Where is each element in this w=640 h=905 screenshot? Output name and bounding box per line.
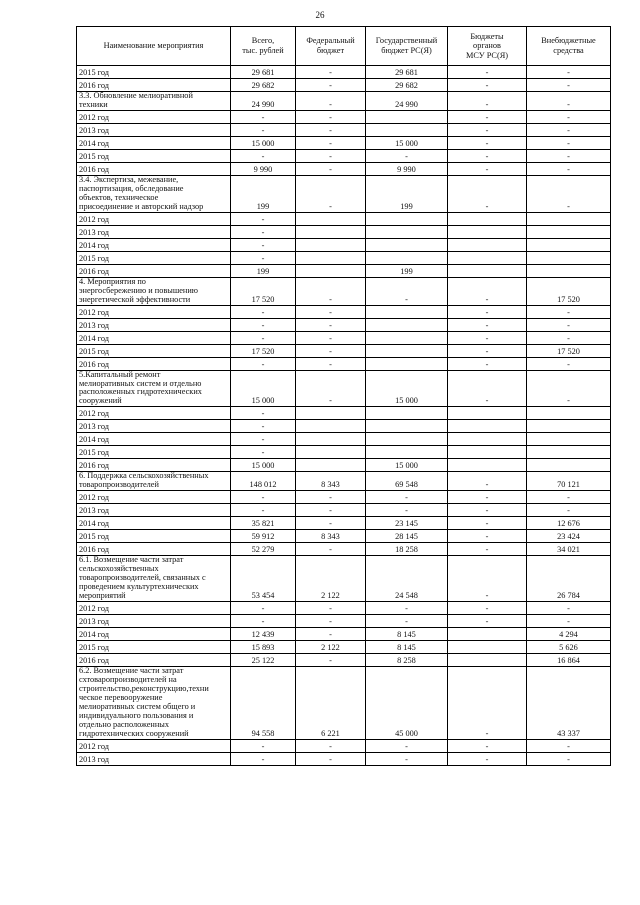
cell-state — [366, 433, 448, 446]
cell-name: 2012 год — [77, 212, 231, 225]
table-row — [77, 739, 611, 752]
cell-federal: - — [296, 305, 366, 318]
cell-name: 2013 год — [77, 420, 231, 433]
cell-extrabudget: 34 021 — [527, 543, 611, 556]
cell-federal: 8 343 — [296, 472, 366, 491]
cell-total: 15 000 — [231, 370, 296, 407]
cell-name: 2013 год — [77, 752, 231, 765]
cell-state: - — [366, 615, 448, 628]
cell-municipal: - — [448, 149, 527, 162]
cell-name: 6. Поддержка сельскохозяйственных товаропроизводителей — [77, 472, 231, 491]
cell-federal: - — [296, 66, 366, 79]
cell-municipal: - — [448, 66, 527, 79]
cell-state: 199 — [366, 264, 448, 277]
cell-extrabudget: - — [527, 79, 611, 92]
cell-municipal — [448, 628, 527, 641]
cell-total: 17 520 — [231, 344, 296, 357]
cell-total: - — [231, 305, 296, 318]
cell-total: 53 454 — [231, 556, 296, 602]
cell-state — [366, 331, 448, 344]
cell-name: 6.1. Возмещение части затрат сельскохозяйственных товаропроизводителей, связанных с проведением культуртехнических мероприятий — [77, 556, 231, 602]
table-row — [77, 251, 611, 264]
table-row — [77, 277, 611, 305]
cell-federal — [296, 225, 366, 238]
cell-municipal — [448, 251, 527, 264]
header-row — [77, 27, 611, 66]
cell-extrabudget — [527, 446, 611, 459]
cell-name: 2013 год — [77, 225, 231, 238]
cell-municipal: - — [448, 504, 527, 517]
cell-name: 2015 год — [77, 641, 231, 654]
cell-name: 3.3. Обновление мелиоративной техники — [77, 92, 231, 111]
header-municipal: Бюджеты органов МСУ РС(Я) — [448, 27, 527, 66]
table-row — [77, 357, 611, 370]
table-row — [77, 370, 611, 407]
table-row — [77, 420, 611, 433]
cell-extrabudget — [527, 264, 611, 277]
page-number: 26 — [315, 10, 325, 20]
cell-name: 2015 год — [77, 530, 231, 543]
cell-federal — [296, 433, 366, 446]
cell-extrabudget: - — [527, 370, 611, 407]
cell-federal: - — [296, 149, 366, 162]
cell-total: - — [231, 331, 296, 344]
cell-municipal — [448, 238, 527, 251]
cell-federal: - — [296, 79, 366, 92]
cell-municipal: - — [448, 123, 527, 136]
cell-total: 24 990 — [231, 92, 296, 111]
cell-state: 15 000 — [366, 370, 448, 407]
cell-state: - — [366, 739, 448, 752]
table-row — [77, 162, 611, 175]
cell-state — [366, 344, 448, 357]
cell-name: 2014 год — [77, 517, 231, 530]
cell-federal — [296, 459, 366, 472]
cell-name: 2013 год — [77, 318, 231, 331]
cell-total: - — [231, 504, 296, 517]
cell-state — [366, 357, 448, 370]
table-row — [77, 543, 611, 556]
cell-municipal: - — [448, 370, 527, 407]
cell-total: - — [231, 251, 296, 264]
cell-municipal — [448, 654, 527, 667]
table-row — [77, 407, 611, 420]
table-row — [77, 615, 611, 628]
cell-name: 2016 год — [77, 459, 231, 472]
cell-federal — [296, 238, 366, 251]
cell-federal: - — [296, 628, 366, 641]
table-row — [77, 602, 611, 615]
table-row — [77, 264, 611, 277]
cell-extrabudget — [527, 238, 611, 251]
table-row — [77, 66, 611, 79]
cell-total: - — [231, 602, 296, 615]
cell-total: - — [231, 739, 296, 752]
cell-total: - — [231, 212, 296, 225]
cell-total: 148 012 — [231, 472, 296, 491]
cell-municipal: - — [448, 318, 527, 331]
cell-state — [366, 212, 448, 225]
table-row — [77, 491, 611, 504]
cell-name: 2013 год — [77, 504, 231, 517]
table-row — [77, 472, 611, 491]
cell-name: 2016 год — [77, 79, 231, 92]
cell-extrabudget: - — [527, 357, 611, 370]
cell-state: 24 548 — [366, 556, 448, 602]
cell-municipal: - — [448, 92, 527, 111]
cell-municipal: - — [448, 472, 527, 491]
cell-municipal: - — [448, 517, 527, 530]
cell-municipal: - — [448, 357, 527, 370]
table-row — [77, 212, 611, 225]
cell-municipal: - — [448, 162, 527, 175]
cell-extrabudget: - — [527, 752, 611, 765]
cell-federal: - — [296, 517, 366, 530]
cell-municipal — [448, 420, 527, 433]
cell-extrabudget: 17 520 — [527, 277, 611, 305]
cell-name: 2012 год — [77, 110, 231, 123]
cell-federal: - — [296, 331, 366, 344]
cell-municipal: - — [448, 344, 527, 357]
cell-state — [366, 238, 448, 251]
cell-total: - — [231, 110, 296, 123]
cell-extrabudget: - — [527, 504, 611, 517]
cell-municipal — [448, 407, 527, 420]
table-row — [77, 344, 611, 357]
cell-federal: - — [296, 491, 366, 504]
cell-municipal — [448, 641, 527, 654]
cell-state: 18 258 — [366, 543, 448, 556]
cell-extrabudget: - — [527, 136, 611, 149]
cell-extrabudget: - — [527, 162, 611, 175]
cell-federal: - — [296, 175, 366, 212]
cell-municipal — [448, 264, 527, 277]
cell-extrabudget: - — [527, 491, 611, 504]
cell-name: 2013 год — [77, 615, 231, 628]
cell-name: 2012 год — [77, 739, 231, 752]
cell-municipal: - — [448, 277, 527, 305]
cell-extrabudget: 17 520 — [527, 344, 611, 357]
table-row — [77, 433, 611, 446]
cell-federal: - — [296, 318, 366, 331]
cell-federal: - — [296, 543, 366, 556]
budget-table — [76, 26, 611, 766]
cell-federal — [296, 264, 366, 277]
cell-federal: - — [296, 370, 366, 407]
cell-name: 2012 год — [77, 602, 231, 615]
cell-name: 2015 год — [77, 446, 231, 459]
cell-total: 25 122 — [231, 654, 296, 667]
cell-municipal — [448, 433, 527, 446]
cell-state: 15 000 — [366, 136, 448, 149]
cell-name: 2016 год — [77, 654, 231, 667]
cell-state — [366, 110, 448, 123]
cell-total: - — [231, 149, 296, 162]
cell-extrabudget — [527, 251, 611, 264]
cell-state: - — [366, 491, 448, 504]
cell-extrabudget: - — [527, 318, 611, 331]
cell-state: 29 682 — [366, 79, 448, 92]
cell-municipal — [448, 225, 527, 238]
cell-extrabudget: 5 626 — [527, 641, 611, 654]
cell-state: - — [366, 752, 448, 765]
cell-total: - — [231, 318, 296, 331]
cell-state — [366, 420, 448, 433]
cell-federal: - — [296, 136, 366, 149]
cell-federal — [296, 212, 366, 225]
cell-state — [366, 123, 448, 136]
cell-total: 52 279 — [231, 543, 296, 556]
cell-total: 15 893 — [231, 641, 296, 654]
cell-municipal: - — [448, 602, 527, 615]
table-row — [77, 305, 611, 318]
cell-total: 29 681 — [231, 66, 296, 79]
cell-state — [366, 407, 448, 420]
table-row — [77, 654, 611, 667]
cell-state: 8 145 — [366, 641, 448, 654]
cell-extrabudget: - — [527, 123, 611, 136]
cell-federal — [296, 407, 366, 420]
cell-extrabudget: - — [527, 305, 611, 318]
cell-state: 8 145 — [366, 628, 448, 641]
cell-name: 4. Мероприятия по энергосбережению и повышению энергетической эффективности — [77, 277, 231, 305]
table-row — [77, 92, 611, 111]
cell-total: - — [231, 420, 296, 433]
cell-state: 9 990 — [366, 162, 448, 175]
cell-extrabudget: - — [527, 149, 611, 162]
cell-total: - — [231, 238, 296, 251]
cell-state: - — [366, 504, 448, 517]
cell-federal — [296, 446, 366, 459]
cell-federal: - — [296, 277, 366, 305]
cell-name: 2015 год — [77, 344, 231, 357]
table-row — [77, 459, 611, 472]
cell-total: 9 990 — [231, 162, 296, 175]
cell-state: - — [366, 277, 448, 305]
cell-state — [366, 305, 448, 318]
cell-extrabudget: 12 676 — [527, 517, 611, 530]
cell-federal: - — [296, 615, 366, 628]
cell-federal: - — [296, 654, 366, 667]
table-row — [77, 318, 611, 331]
cell-total: 199 — [231, 264, 296, 277]
header-total: Всего, тыс. рублей — [231, 27, 296, 66]
cell-name: 2016 год — [77, 543, 231, 556]
cell-municipal: - — [448, 667, 527, 740]
cell-extrabudget: - — [527, 110, 611, 123]
cell-federal — [296, 420, 366, 433]
cell-state: 23 145 — [366, 517, 448, 530]
table-header — [77, 27, 611, 66]
cell-name: 2016 год — [77, 357, 231, 370]
table-row — [77, 149, 611, 162]
cell-extrabudget: - — [527, 66, 611, 79]
table-row — [77, 331, 611, 344]
cell-extrabudget: 4 294 — [527, 628, 611, 641]
cell-extrabudget: - — [527, 739, 611, 752]
table-body — [77, 66, 611, 766]
cell-state: 69 548 — [366, 472, 448, 491]
cell-extrabudget: 26 784 — [527, 556, 611, 602]
cell-municipal: - — [448, 110, 527, 123]
cell-state: 24 990 — [366, 92, 448, 111]
cell-total: - — [231, 446, 296, 459]
cell-extrabudget — [527, 225, 611, 238]
table-row — [77, 641, 611, 654]
cell-municipal: - — [448, 79, 527, 92]
cell-name: 2012 год — [77, 305, 231, 318]
cell-total: 29 682 — [231, 79, 296, 92]
cell-federal: - — [296, 357, 366, 370]
table-row — [77, 225, 611, 238]
cell-state: 199 — [366, 175, 448, 212]
cell-state — [366, 251, 448, 264]
cell-extrabudget — [527, 433, 611, 446]
table-row — [77, 628, 611, 641]
table-row — [77, 517, 611, 530]
cell-municipal: - — [448, 530, 527, 543]
table-row — [77, 110, 611, 123]
cell-name: 2012 год — [77, 407, 231, 420]
cell-extrabudget: - — [527, 175, 611, 212]
cell-name: 2013 год — [77, 123, 231, 136]
cell-state: 15 000 — [366, 459, 448, 472]
cell-name: 2014 год — [77, 136, 231, 149]
cell-extrabudget — [527, 420, 611, 433]
cell-federal: 8 343 — [296, 530, 366, 543]
cell-extrabudget: - — [527, 331, 611, 344]
cell-municipal: - — [448, 556, 527, 602]
cell-state: 45 000 — [366, 667, 448, 740]
table-row — [77, 238, 611, 251]
cell-total: - — [231, 491, 296, 504]
cell-extrabudget — [527, 407, 611, 420]
cell-name: 2014 год — [77, 238, 231, 251]
cell-federal: 2 122 — [296, 556, 366, 602]
table-row — [77, 123, 611, 136]
cell-municipal: - — [448, 305, 527, 318]
cell-municipal: - — [448, 739, 527, 752]
cell-municipal: - — [448, 543, 527, 556]
header-name: Наименование мероприятия — [77, 27, 231, 66]
cell-federal: - — [296, 504, 366, 517]
cell-extrabudget — [527, 212, 611, 225]
cell-total: - — [231, 123, 296, 136]
cell-municipal: - — [448, 175, 527, 212]
cell-total: - — [231, 752, 296, 765]
cell-state: - — [366, 149, 448, 162]
cell-federal: - — [296, 344, 366, 357]
cell-name: 2014 год — [77, 433, 231, 446]
cell-municipal: - — [448, 752, 527, 765]
cell-total: 15 000 — [231, 459, 296, 472]
cell-total: 35 821 — [231, 517, 296, 530]
cell-state: 28 145 — [366, 530, 448, 543]
cell-federal: - — [296, 123, 366, 136]
cell-total: 12 439 — [231, 628, 296, 641]
cell-municipal: - — [448, 136, 527, 149]
cell-federal: - — [296, 752, 366, 765]
cell-total: - — [231, 407, 296, 420]
cell-name: 2016 год — [77, 264, 231, 277]
header-extrabudget: Внебюджетные средства — [527, 27, 611, 66]
cell-municipal: - — [448, 331, 527, 344]
cell-total: - — [231, 433, 296, 446]
cell-municipal — [448, 212, 527, 225]
cell-total: - — [231, 357, 296, 370]
cell-state: 8 258 — [366, 654, 448, 667]
cell-municipal — [448, 446, 527, 459]
table-row — [77, 556, 611, 602]
cell-extrabudget: - — [527, 602, 611, 615]
cell-name: 2014 год — [77, 331, 231, 344]
cell-federal: - — [296, 739, 366, 752]
table-row — [77, 79, 611, 92]
cell-extrabudget — [527, 459, 611, 472]
cell-municipal: - — [448, 491, 527, 504]
cell-total: 94 558 — [231, 667, 296, 740]
table-row — [77, 504, 611, 517]
cell-total: 15 000 — [231, 136, 296, 149]
table-row — [77, 175, 611, 212]
header-federal: Федеральный бюджет — [296, 27, 366, 66]
cell-total: - — [231, 615, 296, 628]
cell-state: 29 681 — [366, 66, 448, 79]
cell-name: 2015 год — [77, 66, 231, 79]
cell-federal: 6 221 — [296, 667, 366, 740]
cell-federal: 2 122 — [296, 641, 366, 654]
table-row — [77, 136, 611, 149]
cell-extrabudget: 16 864 — [527, 654, 611, 667]
cell-state — [366, 225, 448, 238]
cell-municipal: - — [448, 615, 527, 628]
cell-federal: - — [296, 110, 366, 123]
cell-state: - — [366, 602, 448, 615]
cell-federal — [296, 251, 366, 264]
cell-name: 2015 год — [77, 251, 231, 264]
cell-name: 2014 год — [77, 628, 231, 641]
cell-federal: - — [296, 602, 366, 615]
cell-extrabudget: - — [527, 92, 611, 111]
table-row — [77, 667, 611, 740]
cell-name: 3.4. Экспертиза, межевание, паспортизация, обследование объектов, техническое присоединение и авторский надзор — [77, 175, 231, 212]
cell-extrabudget: 23 424 — [527, 530, 611, 543]
cell-total: - — [231, 225, 296, 238]
cell-extrabudget: - — [527, 615, 611, 628]
cell-name: 2016 год — [77, 162, 231, 175]
cell-name: 2015 год — [77, 149, 231, 162]
cell-state — [366, 318, 448, 331]
cell-total: 199 — [231, 175, 296, 212]
cell-extrabudget: 43 337 — [527, 667, 611, 740]
cell-name: 2012 год — [77, 491, 231, 504]
cell-name: 5.Капитальный ремонт мелиоративных систем и отдельно расположенных гидротехнических сооружений — [77, 370, 231, 407]
cell-name: 6.2. Возмещение части затрат схтоваропроизводителей на строительство,реконструкцию,техни ческое перевооружение мелиоративных систем общего и индивидуального пользования и отдельно расположенных гидротехнических сооружений — [77, 667, 231, 740]
table-row — [77, 446, 611, 459]
cell-state — [366, 446, 448, 459]
table-row — [77, 530, 611, 543]
table-row — [77, 752, 611, 765]
cell-total: 59 912 — [231, 530, 296, 543]
cell-extrabudget: 70 121 — [527, 472, 611, 491]
cell-total: 17 520 — [231, 277, 296, 305]
cell-municipal — [448, 459, 527, 472]
cell-federal: - — [296, 92, 366, 111]
header-state: Государственный бюджет РС(Я) — [366, 27, 448, 66]
cell-federal: - — [296, 162, 366, 175]
